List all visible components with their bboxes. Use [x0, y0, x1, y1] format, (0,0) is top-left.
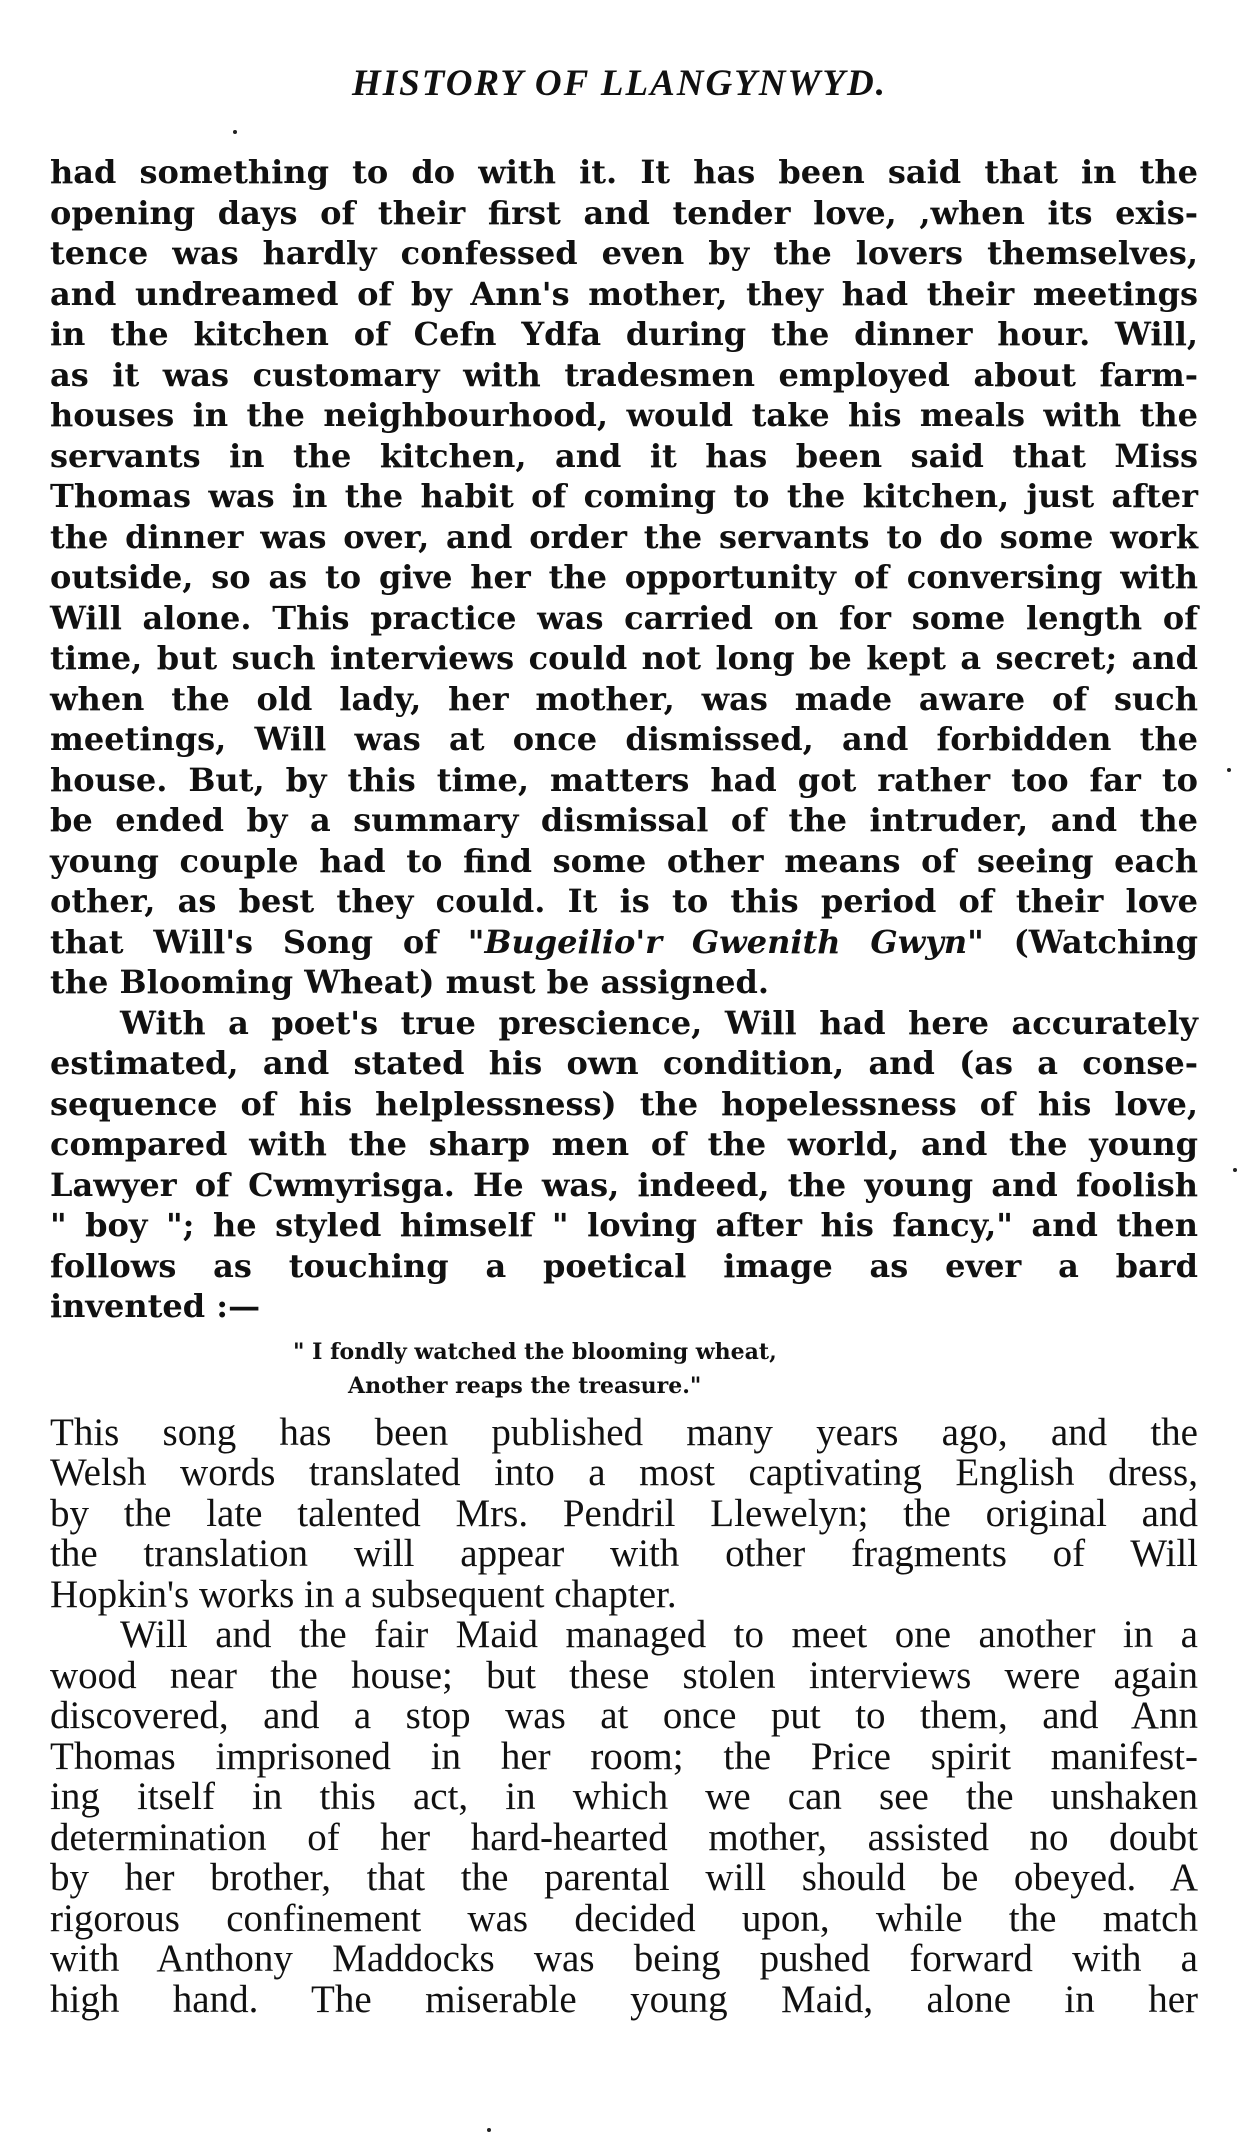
text-line: had something to do with it. It has been said that in the: [50, 153, 1198, 191]
text-line: the translation will appear with other fragments of Will: [50, 1532, 1198, 1575]
text-line: Will and the fair Maid managed to meet one another in a: [120, 1613, 1198, 1656]
text-line: determination of her hard-hearted mother, assisted no doubt: [50, 1815, 1198, 1859]
text-line: opening days of their first and tender love, ,when its exis-: [50, 193, 1198, 232]
text-line: other, as best they could. It is to this period of their love: [50, 882, 1198, 920]
text-line: house. But, by this time, matters had got rather too far to: [50, 760, 1198, 799]
paragraph-1: [50, 152, 1198, 1003]
text-line: " boy "; he styled himself " loving after his fancy," and then: [50, 1206, 1198, 1244]
text-line: This song has been published many years ago, and the: [50, 1410, 1198, 1454]
print-speck: [487, 2128, 491, 2132]
text-line: outside, so as to give her the opportunity of conversing with: [50, 558, 1198, 596]
text-line: tence was hardly confessed even by the lovers themselves,: [50, 234, 1198, 272]
paragraph-2: [50, 1003, 1198, 1327]
text-line: follows as touching a poetical image as ever a bard: [50, 1246, 1198, 1285]
body-text: [50, 152, 1198, 2020]
text-line: when the old lady, her mother, was made aware of such: [50, 679, 1198, 718]
text-line: as it was customary with tradesmen employed about farm-: [50, 355, 1198, 394]
text-line: discovered, and a stop was at once put to them, and Ann: [50, 1694, 1198, 1737]
song-title: Bugeilio'r Gwenith Gwyn: [484, 922, 968, 961]
text-line: Thomas was in the habit of coming to the kitchen, just after: [50, 477, 1198, 515]
text-line: with Anthony Maddocks was being pushed forward with a: [50, 1937, 1198, 1980]
paragraph-4: [50, 1615, 1198, 2020]
song-line-after: " (Watching: [967, 922, 1199, 961]
text-line: With a poet's true prescience, Will had here accurately: [120, 1003, 1198, 1042]
text-line: wood near the house; but these stolen interviews were again: [50, 1653, 1198, 1697]
text-line: meetings, Will was at once dismissed, and forbidden the: [50, 720, 1198, 758]
text-line: servants in the kitchen, and it has been said that Miss: [50, 436, 1198, 475]
verse-line: " I fondly watched the blooming wheat,: [293, 1338, 777, 1365]
verse-quote: [50, 1335, 1198, 1403]
text-line: high hand. The miserable young Maid, alone in her: [50, 1977, 1198, 2021]
text-line: houses in the neighbourhood, would take his meals with the: [50, 396, 1198, 434]
text-line: time, but such interviews could not long be kept a secret; and: [50, 639, 1198, 677]
print-speck: [233, 130, 237, 134]
text-line: compared with the sharp men of the world, and the young: [50, 1125, 1198, 1163]
paragraph-3: [50, 1410, 1198, 1616]
text-line: ing itself in this act, in which we can see the unshaken: [50, 1775, 1198, 1818]
text-line: Thomas imprisoned in her room; the Price spirit manifest-: [50, 1734, 1198, 1778]
print-speck: [1233, 1168, 1237, 1172]
verse-line: Another reaps the treasure.": [348, 1372, 702, 1399]
text-line: Will alone. This practice was carried on for some length of: [50, 598, 1198, 637]
text-line: rigorous confinement was decided upon, while the match: [50, 1896, 1198, 1940]
print-speck: [1227, 768, 1231, 772]
text-line: in the kitchen of Cefn Ydfa during the dinner hour. Will,: [50, 315, 1198, 353]
text-line: estimated, and stated his own condition, and (as a conse-: [50, 1044, 1198, 1082]
song-line-before: that Will's Song of ": [50, 922, 485, 961]
text-line: Hopkin's works in a subsequent chapter.: [50, 1572, 677, 1616]
text-line: be ended by a summary dismissal of the intruder, and the: [50, 801, 1198, 839]
running-head: HISTORY OF LLANGYNWYD.: [352, 63, 887, 104]
text-line: sequence of his helplessness) the hopelessness of his love,: [50, 1084, 1198, 1123]
text-line: Welsh words translated into a most captivating English dress,: [50, 1451, 1198, 1494]
text-line: invented :—: [50, 1287, 261, 1325]
text-line: Lawyer of Cwmyrisga. He was, indeed, the young and foolish: [50, 1165, 1198, 1204]
text-line: by the late talented Mrs. Pendril Llewelyn; the original and: [50, 1491, 1198, 1535]
text-line: young couple had to find some other means of seeing each: [50, 841, 1198, 880]
song-title-line: [50, 922, 1198, 963]
text-line: and undreamed of by Ann's mother, they had their meetings: [50, 274, 1198, 313]
text-line: the Blooming Wheat) must be assigned.: [50, 963, 769, 1001]
text-line: by her brother, that the parental will should be obeyed. A: [50, 1856, 1198, 1899]
text-line: the dinner was over, and order the servants to do some work: [50, 517, 1198, 556]
